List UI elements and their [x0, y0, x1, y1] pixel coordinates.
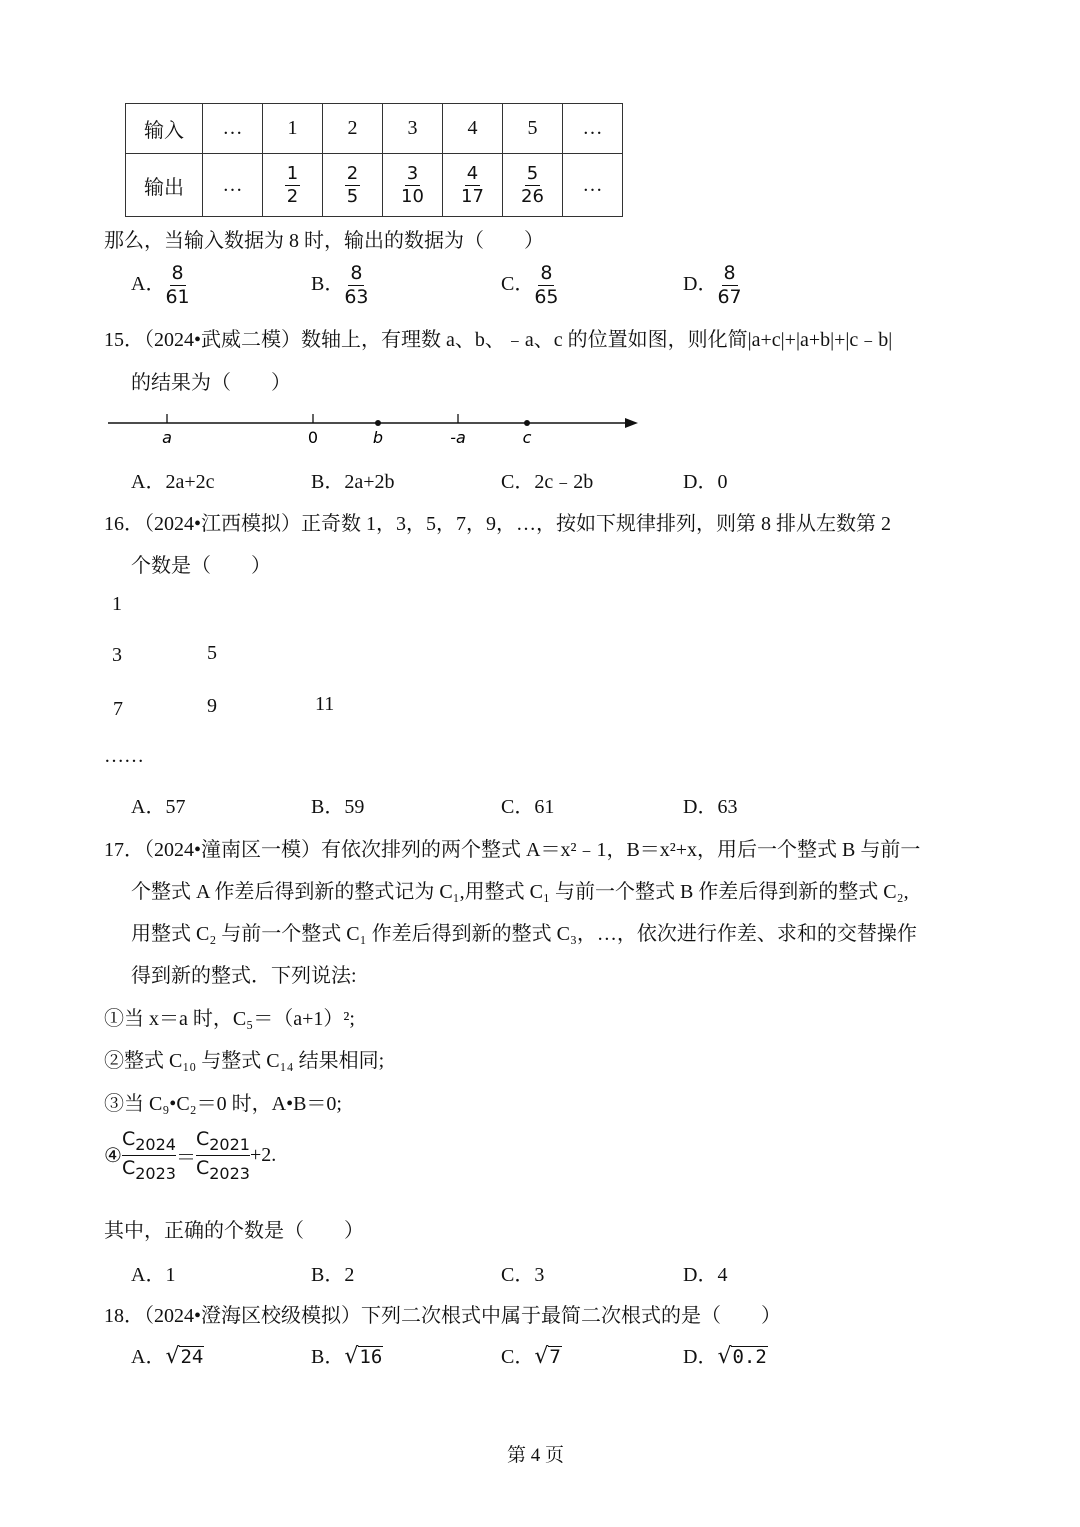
table-cell: 2	[323, 104, 383, 154]
table-cell: 1	[263, 104, 323, 154]
q17-option-b: B．2	[311, 1264, 355, 1286]
point-c	[524, 420, 530, 426]
q16-row3-n2: 9	[207, 695, 217, 717]
q17-line1: 17．（2024•潼南区一模）有依次排列的两个整式 A＝x²﹣1，B＝x²+x，用后一个整式 B 与前一	[104, 839, 921, 861]
table-row-input	[126, 104, 623, 154]
q16-option-d: D．63	[683, 796, 738, 818]
table-cell: …	[563, 154, 623, 217]
number-line	[100, 405, 650, 450]
q16-row2-n2: 5	[207, 642, 217, 664]
q17-statement-4: ④ $\frac{C_{2024}}{C_{2023}}$ ＝ $\frac{C_{2021}}{C_{2023}}$ +2.	[104, 1128, 277, 1183]
q16-option-a: A．57	[131, 796, 186, 818]
table-cell	[383, 154, 443, 217]
fraction: $\frac{5}{26}$	[521, 162, 544, 207]
axis-label-b: b	[372, 428, 384, 447]
q17-statement-3: ③当 C₉•C₂＝0 时，A•B＝0;	[104, 1093, 342, 1115]
sqrt-expression: √ 0.2	[717, 1344, 767, 1369]
q18-option-b: B． √ 16	[311, 1344, 383, 1369]
q16-line1: 16．（2024•江西模拟）正奇数 1，3，5，7，9，…，按如下规律排列，则第 8 排从左数第 2	[104, 513, 892, 535]
input-output-table	[125, 103, 623, 217]
q16-row1-n1: 1	[112, 593, 122, 615]
table-cell: 4	[443, 104, 503, 154]
fraction: $\frac{1}{2}$	[286, 162, 299, 207]
axis-label-neg-a: -a	[450, 428, 466, 447]
q14-option-a: A． $\frac{8}{61}$	[131, 262, 190, 308]
fraction: $\frac{2}{5}$	[346, 162, 359, 207]
q15-option-b: B．2a+2b	[311, 471, 395, 493]
point-b	[375, 420, 381, 426]
q17-option-a: A．1	[131, 1264, 176, 1286]
q18-option-c: C． √ 7	[501, 1344, 561, 1369]
table-cell: 输入	[126, 104, 203, 154]
axis-label-zero: 0	[307, 428, 319, 447]
table-cell: …	[563, 104, 623, 154]
page-number: 第 4 页	[507, 1445, 565, 1466]
axis-label-a: a	[162, 428, 172, 447]
q17-line3: 用整式 C₂ 与前一个整式 C₁ 作差后得到新的整式 C₃，…，依次进行作差、求和的交替操作	[131, 923, 917, 945]
q17-option-c: C．3	[501, 1264, 545, 1286]
fraction: $\frac{4}{17}$	[461, 162, 484, 207]
q14-stem: 那么，当输入数据为 8 时，输出的数据为（ ）	[104, 230, 544, 252]
q16-ellipsis: ……	[104, 745, 144, 767]
table-cell: 输出	[126, 154, 203, 217]
q17-option-d: D．4	[683, 1264, 728, 1286]
table-cell	[323, 154, 383, 217]
q18-option-a: A． √ 24	[131, 1344, 204, 1369]
q15-option-c: C．2c﹣2b	[501, 471, 594, 493]
sqrt-expression: √ 16	[344, 1344, 383, 1369]
fraction: $\frac{C_{2024}}{C_{2023}}$	[121, 1128, 176, 1183]
table-cell	[263, 154, 323, 217]
q15-line2: 的结果为（ ）	[131, 372, 291, 394]
q16-option-c: C．61	[501, 796, 555, 818]
q15-option-a: A．2a+2c	[131, 471, 215, 493]
sqrt-expression: √ 24	[165, 1344, 204, 1369]
q18-stem: 18．（2024•澄海区校级模拟）下列二次根式中属于最简二次根式的是（ ）	[104, 1305, 782, 1327]
q16-option-b: B．59	[311, 796, 365, 818]
fraction: $\frac{C_{2021}}{C_{2023}}$	[195, 1128, 250, 1183]
axis-arrow-icon	[625, 418, 638, 428]
table-cell: …	[203, 154, 263, 217]
q18-option-d: D． √ 0.2	[683, 1344, 767, 1369]
q14-option-b: B． $\frac{8}{63}$	[311, 262, 369, 308]
q17-question: 其中，正确的个数是（ ）	[104, 1220, 364, 1242]
q15-line1: 15．（2024•武威二模）数轴上，有理数 a、b、﹣a、c 的位置如图，则化简|a+c|+|a+b|+|c﹣b|	[104, 329, 893, 351]
sqrt-expression: √ 7	[534, 1344, 561, 1369]
q15-option-d: D．0	[683, 471, 728, 493]
table-cell	[503, 154, 563, 217]
q16-row3-n1: 7	[113, 698, 123, 720]
fraction: $\frac{3}{10}$	[401, 162, 424, 207]
q17-statement-1: ①当 x＝a 时，C₅＝（a+1）²;	[104, 1008, 355, 1030]
q14-option-c: C． $\frac{8}{65}$	[501, 262, 559, 308]
table-cell	[443, 154, 503, 217]
q16-row3-n3: 11	[315, 693, 335, 715]
table-row-output	[126, 154, 623, 217]
table-cell: 3	[383, 104, 443, 154]
q17-statement-2: ②整式 C₁₀ 与整式 C₁₄ 结果相同;	[104, 1050, 385, 1072]
table-cell: 5	[503, 104, 563, 154]
q16-line2: 个数是（ ）	[131, 555, 271, 577]
axis-label-c: c	[522, 428, 532, 447]
q16-row2-n1: 3	[112, 644, 122, 666]
table-cell: …	[203, 104, 263, 154]
q17-line4: 得到新的整式．下列说法:	[131, 965, 357, 987]
q14-option-d: D． $\frac{8}{67}$	[683, 262, 742, 308]
q17-line2: 个整式 A 作差后得到新的整式记为 C₁,用整式 C₁ 与前一个整式 B 作差后得到新的整式 C₂,	[131, 881, 909, 903]
